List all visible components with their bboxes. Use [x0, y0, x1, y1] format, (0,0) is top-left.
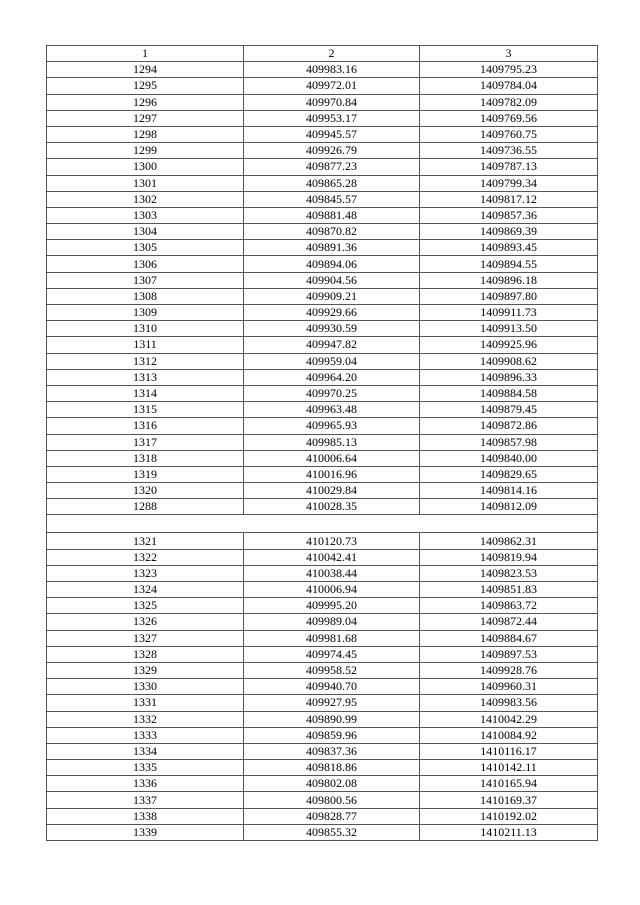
table-row: [47, 565, 598, 581]
point-number-cell: 1313: [47, 369, 244, 385]
y-coordinate-cell: 1409872.44: [420, 614, 598, 630]
point-number-cell: 1326: [47, 614, 244, 630]
x-coordinate-cell: 409890.99: [244, 711, 420, 727]
table-row: [47, 630, 598, 646]
y-coordinate-cell: 1409928.76: [420, 662, 598, 678]
x-coordinate-cell: 409855.32: [244, 824, 420, 840]
point-number-cell: 1320: [47, 483, 244, 499]
table-row: [47, 743, 598, 759]
point-number-cell: 1337: [47, 792, 244, 808]
x-coordinate-cell: 409904.56: [244, 272, 420, 288]
y-coordinate-cell: 1409799.34: [420, 175, 598, 191]
x-coordinate-cell: 409894.06: [244, 256, 420, 272]
point-number-cell: 1314: [47, 385, 244, 401]
y-coordinate-cell: 1409769.56: [420, 110, 598, 126]
point-number-cell: 1319: [47, 466, 244, 482]
point-number-cell: 1322: [47, 549, 244, 565]
y-coordinate-cell: 1409736.55: [420, 143, 598, 159]
y-coordinate-cell: 1409760.75: [420, 126, 598, 142]
x-coordinate-cell: 409959.04: [244, 353, 420, 369]
y-coordinate-cell: 1409823.53: [420, 565, 598, 581]
x-coordinate-cell: 409945.57: [244, 126, 420, 142]
table-row: [47, 337, 598, 353]
point-number-cell: 1315: [47, 402, 244, 418]
x-coordinate-cell: 409865.28: [244, 175, 420, 191]
point-number-cell: 1305: [47, 240, 244, 256]
y-coordinate-cell: 1409884.58: [420, 385, 598, 401]
x-coordinate-cell: 409877.23: [244, 159, 420, 175]
table-row: [47, 369, 598, 385]
x-coordinate-cell: 410120.73: [244, 533, 420, 549]
table-row: [47, 434, 598, 450]
y-coordinate-cell: 1409812.09: [420, 499, 598, 515]
x-coordinate-cell: 409947.82: [244, 337, 420, 353]
point-number-cell: 1301: [47, 175, 244, 191]
table-row: [47, 288, 598, 304]
table-row: [47, 760, 598, 776]
separator-cell: [47, 515, 598, 533]
point-number-cell: 1298: [47, 126, 244, 142]
y-coordinate-cell: 1410084.92: [420, 727, 598, 743]
x-coordinate-cell: 410038.44: [244, 565, 420, 581]
table-row: [47, 662, 598, 678]
y-coordinate-cell: 1409784.04: [420, 78, 598, 94]
table-row: [47, 110, 598, 126]
y-coordinate-cell: 1409782.09: [420, 94, 598, 110]
point-number-cell: 1300: [47, 159, 244, 175]
y-coordinate-cell: 1409857.36: [420, 207, 598, 223]
point-number-cell: 1294: [47, 62, 244, 78]
x-coordinate-cell: 409972.01: [244, 78, 420, 94]
point-number-cell: 1296: [47, 94, 244, 110]
y-coordinate-cell: 1409913.50: [420, 321, 598, 337]
y-coordinate-cell: 1410192.02: [420, 808, 598, 824]
x-coordinate-cell: 409891.36: [244, 240, 420, 256]
table-row: [47, 776, 598, 792]
table-row: [47, 582, 598, 598]
table-row: [47, 224, 598, 240]
table-row: [47, 466, 598, 482]
x-coordinate-cell: 410016.96: [244, 466, 420, 482]
point-number-cell: 1328: [47, 646, 244, 662]
point-number-cell: 1288: [47, 499, 244, 515]
point-number-cell: 1316: [47, 418, 244, 434]
x-coordinate-cell: 409989.04: [244, 614, 420, 630]
x-coordinate-cell: 409964.20: [244, 369, 420, 385]
x-coordinate-cell: 409845.57: [244, 191, 420, 207]
y-coordinate-cell: 1409897.53: [420, 646, 598, 662]
point-number-cell: 1335: [47, 760, 244, 776]
point-number-cell: 1336: [47, 776, 244, 792]
point-number-cell: 1325: [47, 598, 244, 614]
table-row: [47, 94, 598, 110]
table-row: [47, 256, 598, 272]
point-number-cell: 1317: [47, 434, 244, 450]
x-coordinate-cell: 409995.20: [244, 598, 420, 614]
y-coordinate-cell: 1410211.13: [420, 824, 598, 840]
table-row: [47, 385, 598, 401]
y-coordinate-cell: 1409817.12: [420, 191, 598, 207]
x-coordinate-cell: 409965.93: [244, 418, 420, 434]
x-coordinate-cell: 409983.16: [244, 62, 420, 78]
table-row: [47, 207, 598, 223]
x-coordinate-cell: 409974.45: [244, 646, 420, 662]
table-row: [47, 499, 598, 515]
x-coordinate-cell: 409930.59: [244, 321, 420, 337]
x-coordinate-cell: 409800.56: [244, 792, 420, 808]
table-row: [47, 353, 598, 369]
y-coordinate-cell: 1409851.83: [420, 582, 598, 598]
x-coordinate-cell: 409953.17: [244, 110, 420, 126]
x-coordinate-cell: 409940.70: [244, 679, 420, 695]
point-number-cell: 1307: [47, 272, 244, 288]
x-coordinate-cell: 409970.84: [244, 94, 420, 110]
point-number-cell: 1311: [47, 337, 244, 353]
table-row: [47, 598, 598, 614]
y-coordinate-cell: 1410116.17: [420, 743, 598, 759]
point-number-cell: 1318: [47, 450, 244, 466]
table-row: [47, 272, 598, 288]
table-row: [47, 711, 598, 727]
point-number-cell: 1302: [47, 191, 244, 207]
y-coordinate-cell: 1409857.98: [420, 434, 598, 450]
x-coordinate-cell: 409909.21: [244, 288, 420, 304]
point-number-cell: 1309: [47, 305, 244, 321]
x-coordinate-cell: 409958.52: [244, 662, 420, 678]
y-coordinate-cell: 1409911.73: [420, 305, 598, 321]
y-coordinate-cell: 1409872.86: [420, 418, 598, 434]
table-row: [47, 143, 598, 159]
table-row: [47, 646, 598, 662]
x-coordinate-cell: 409970.25: [244, 385, 420, 401]
x-coordinate-cell: 409837.36: [244, 743, 420, 759]
x-coordinate-cell: 409881.48: [244, 207, 420, 223]
x-coordinate-cell: 409926.79: [244, 143, 420, 159]
point-number-cell: 1331: [47, 695, 244, 711]
x-coordinate-cell: 409985.13: [244, 434, 420, 450]
point-number-cell: 1329: [47, 662, 244, 678]
point-number-cell: 1333: [47, 727, 244, 743]
y-coordinate-cell: 1409884.67: [420, 630, 598, 646]
x-coordinate-cell: 409929.66: [244, 305, 420, 321]
point-number-cell: 1308: [47, 288, 244, 304]
table-row: [47, 808, 598, 824]
y-coordinate-cell: 1410169.37: [420, 792, 598, 808]
y-coordinate-cell: 1409879.45: [420, 402, 598, 418]
header-cell-3: 3: [420, 46, 598, 62]
table-row: [47, 549, 598, 565]
table-row: [47, 126, 598, 142]
table-row: [47, 483, 598, 499]
table-row: [47, 305, 598, 321]
y-coordinate-cell: 1409795.23: [420, 62, 598, 78]
header-cell-2: 2: [244, 46, 420, 62]
coordinates-table: [46, 45, 598, 841]
table-row: [47, 695, 598, 711]
point-number-cell: 1312: [47, 353, 244, 369]
table-row: [47, 240, 598, 256]
x-coordinate-cell: 409870.82: [244, 224, 420, 240]
x-coordinate-cell: 410042.41: [244, 549, 420, 565]
x-coordinate-cell: 410006.64: [244, 450, 420, 466]
y-coordinate-cell: 1410142.11: [420, 760, 598, 776]
point-number-cell: 1299: [47, 143, 244, 159]
point-number-cell: 1324: [47, 582, 244, 598]
y-coordinate-cell: 1409787.13: [420, 159, 598, 175]
separator-row: [47, 515, 598, 533]
point-number-cell: 1304: [47, 224, 244, 240]
y-coordinate-cell: 1409893.45: [420, 240, 598, 256]
table-row: [47, 533, 598, 549]
y-coordinate-cell: 1409908.62: [420, 353, 598, 369]
point-number-cell: 1334: [47, 743, 244, 759]
x-coordinate-cell: 410028.35: [244, 499, 420, 515]
table-row: [47, 727, 598, 743]
y-coordinate-cell: 1409925.96: [420, 337, 598, 353]
header-cell-1: 1: [47, 46, 244, 62]
x-coordinate-cell: 409818.86: [244, 760, 420, 776]
y-coordinate-cell: 1409863.72: [420, 598, 598, 614]
y-coordinate-cell: 1409896.33: [420, 369, 598, 385]
table-row: [47, 418, 598, 434]
point-number-cell: 1327: [47, 630, 244, 646]
x-coordinate-cell: 409828.77: [244, 808, 420, 824]
y-coordinate-cell: 1409814.16: [420, 483, 598, 499]
y-coordinate-cell: 1409897.80: [420, 288, 598, 304]
point-number-cell: 1297: [47, 110, 244, 126]
table-row: [47, 402, 598, 418]
header-row: [47, 46, 598, 62]
x-coordinate-cell: 410006.94: [244, 582, 420, 598]
y-coordinate-cell: 1409869.39: [420, 224, 598, 240]
y-coordinate-cell: 1409896.18: [420, 272, 598, 288]
y-coordinate-cell: 1409819.94: [420, 549, 598, 565]
x-coordinate-cell: 409981.68: [244, 630, 420, 646]
point-number-cell: 1295: [47, 78, 244, 94]
x-coordinate-cell: 409927.95: [244, 695, 420, 711]
table-row: [47, 824, 598, 840]
point-number-cell: 1338: [47, 808, 244, 824]
table-row: [47, 159, 598, 175]
point-number-cell: 1332: [47, 711, 244, 727]
point-number-cell: 1330: [47, 679, 244, 695]
y-coordinate-cell: 1409960.31: [420, 679, 598, 695]
x-coordinate-cell: 409802.08: [244, 776, 420, 792]
x-coordinate-cell: 409859.96: [244, 727, 420, 743]
point-number-cell: 1306: [47, 256, 244, 272]
x-coordinate-cell: 409963.48: [244, 402, 420, 418]
point-number-cell: 1303: [47, 207, 244, 223]
y-coordinate-cell: 1409894.55: [420, 256, 598, 272]
point-number-cell: 1323: [47, 565, 244, 581]
table-row: [47, 78, 598, 94]
table-row: [47, 614, 598, 630]
point-number-cell: 1321: [47, 533, 244, 549]
table-row: [47, 792, 598, 808]
y-coordinate-cell: 1409840.00: [420, 450, 598, 466]
y-coordinate-cell: 1409862.31: [420, 533, 598, 549]
x-coordinate-cell: 410029.84: [244, 483, 420, 499]
table-row: [47, 679, 598, 695]
y-coordinate-cell: 1409983.56: [420, 695, 598, 711]
coordinates-table-body: [47, 46, 598, 841]
table-row: [47, 450, 598, 466]
y-coordinate-cell: 1410165.94: [420, 776, 598, 792]
table-row: [47, 175, 598, 191]
point-number-cell: 1339: [47, 824, 244, 840]
y-coordinate-cell: 1409829.65: [420, 466, 598, 482]
table-row: [47, 62, 598, 78]
y-coordinate-cell: 1410042.29: [420, 711, 598, 727]
table-row: [47, 321, 598, 337]
table-row: [47, 191, 598, 207]
point-number-cell: 1310: [47, 321, 244, 337]
